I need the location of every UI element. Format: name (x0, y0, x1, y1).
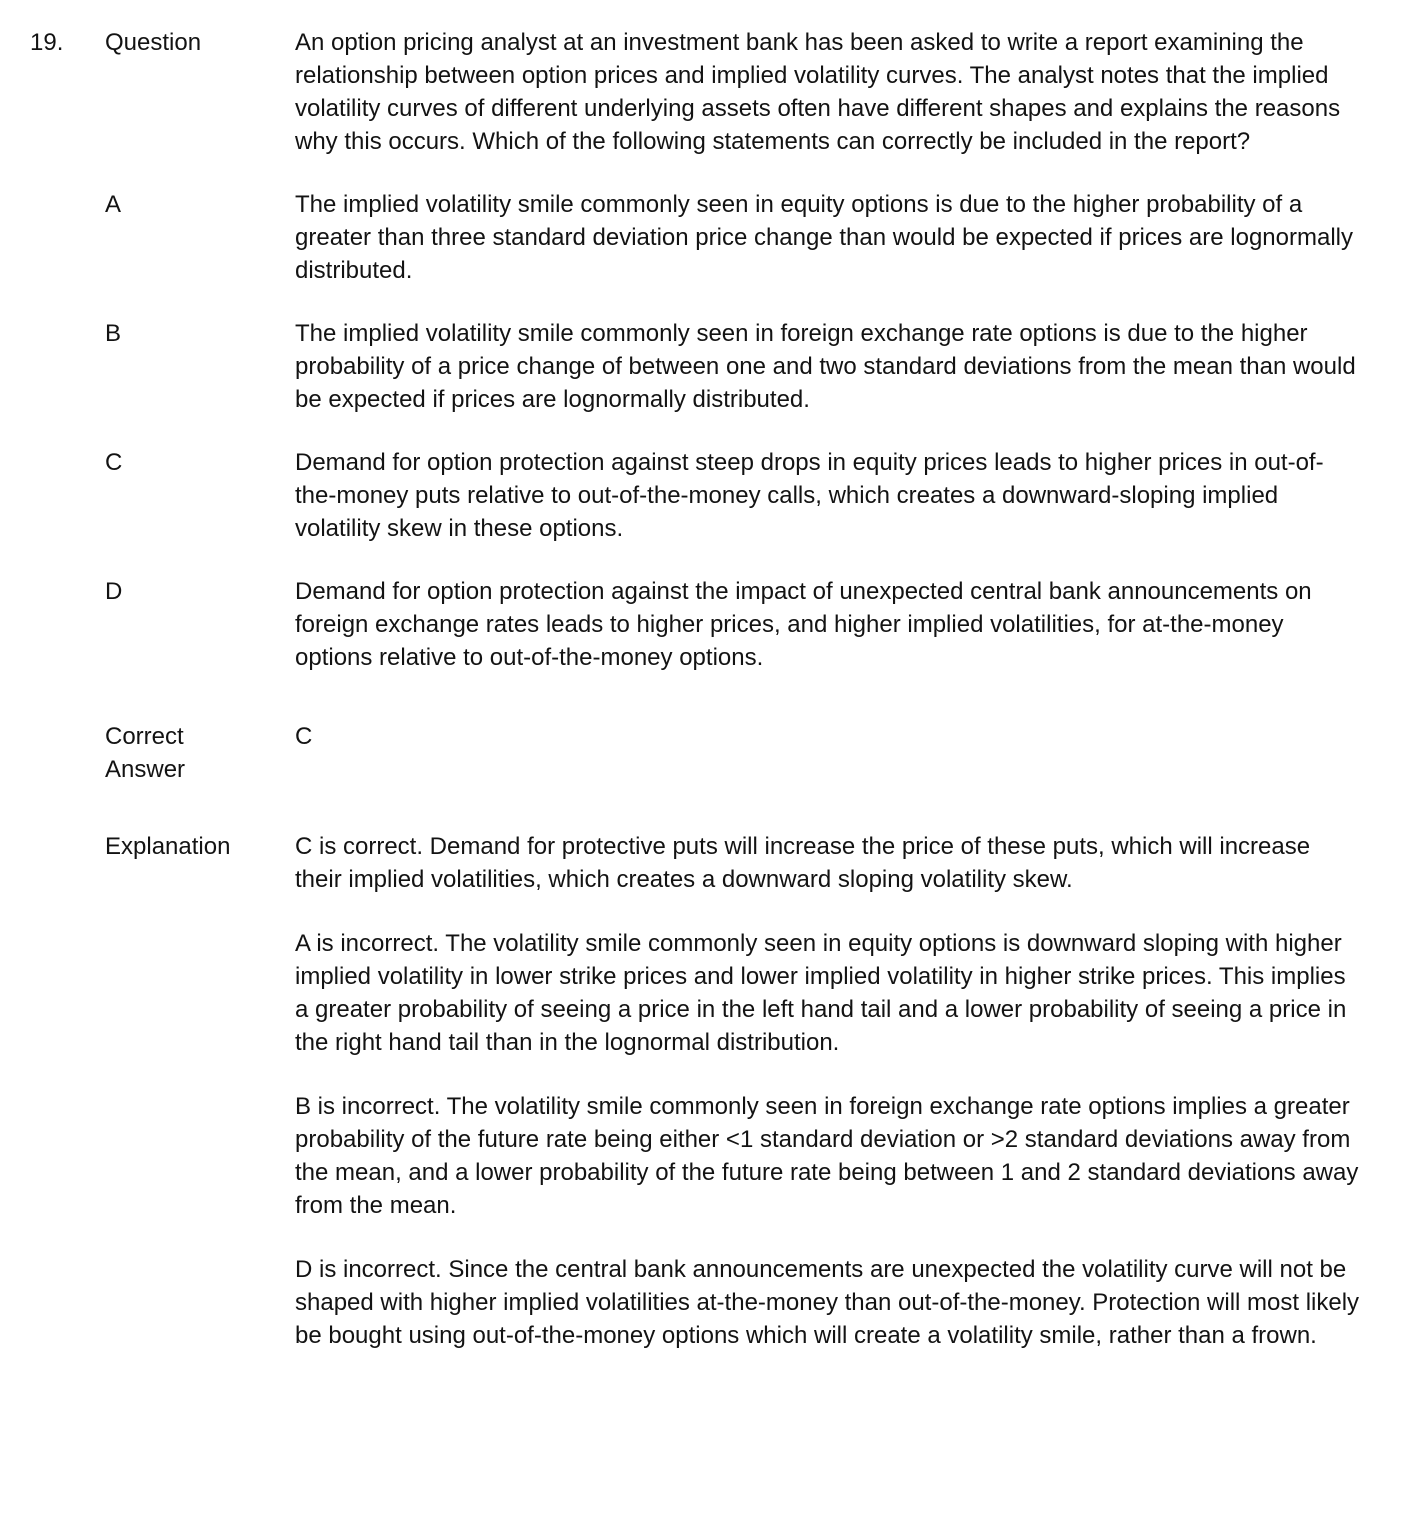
option-letter-d: D (105, 578, 123, 605)
explanation-paragraph-d-incorrect: D is incorrect. Since the central bank announcements are unexpected the volatility curve will not be shaped with higher implied volatilities at-the-money than out-of-the-money. Protection will most likely be bought using out-of-the-money options which will create a volatility smile, rather than a frown. (295, 1256, 1360, 1349)
correct-answer-value: C (295, 723, 313, 750)
option-row-c (30, 446, 1395, 545)
question-number: 19. (30, 29, 64, 56)
option-text-d: Demand for option protection against the impact of unexpected central bank announcements on foreign exchange rates leads to higher prices, and higher implied volatilities, for at-the-money options relative to out-of-the-money options. (295, 578, 1312, 671)
option-row-a (30, 188, 1395, 287)
option-text-a: The implied volatility smile commonly seen in equity options is due to the higher probability of a greater than three standard deviation price change than would be expected if prices are lognormally distributed. (295, 191, 1353, 284)
explanation-paragraph-a-incorrect: A is incorrect. The volatility smile commonly seen in equity options is downward sloping with higher implied volatility in lower strike prices and lower implied volatility in higher strike prices. This implies a greater probability of seeing a price in the left hand tail and a lower probability of seeing a price in the right hand tail than in the lognormal distribution. (295, 930, 1347, 1056)
option-text-b: The implied volatility smile commonly seen in foreign exchange rate options is due to the higher probability of a price change of between one and two standard deviations from the mean than would be expected if prices are lognormally distributed. (295, 320, 1356, 413)
question-text: An option pricing analyst at an investment bank has been asked to write a report examining the relationship between option prices and implied volatility curves. The analyst notes that the implied volatility curves of different underlying assets often have different shapes and explains the reasons why this occurs. Which of the following statements can correctly be included in the report? (295, 29, 1341, 155)
correct-answer-label: Correct Answer (105, 723, 186, 783)
option-row-d (30, 575, 1395, 674)
question-row (30, 26, 1395, 158)
explanation-paragraph-b-incorrect: B is incorrect. The volatility smile commonly seen in foreign exchange rate options implies a greater probability of the future rate being either <1 standard deviation or >2 standard deviations away from the mean, and a lower probability of the future rate being between 1 and 2 standard deviations away from the mean. (295, 1093, 1359, 1219)
explanation-text (295, 830, 1360, 1352)
explanation-label: Explanation (105, 833, 231, 860)
option-letter-b: B (105, 320, 122, 347)
option-text-c: Demand for option protection against steep drops in equity prices leads to higher prices in out-of-the-money puts relative to out-of-the-money calls, which creates a downward-sloping implied volatility skew in these options. (295, 449, 1324, 542)
option-letter-c: C (105, 449, 123, 476)
explanation-paragraph-c-correct: C is correct. Demand for protective puts will increase the price of these puts, which will increase their implied volatilities, which creates a downward sloping volatility skew. (295, 833, 1311, 893)
question-label: Question (105, 29, 202, 56)
option-letter-a: A (105, 191, 122, 218)
option-row-b (30, 317, 1395, 416)
explanation-row (30, 830, 1395, 1352)
correct-answer-row (30, 720, 1395, 786)
